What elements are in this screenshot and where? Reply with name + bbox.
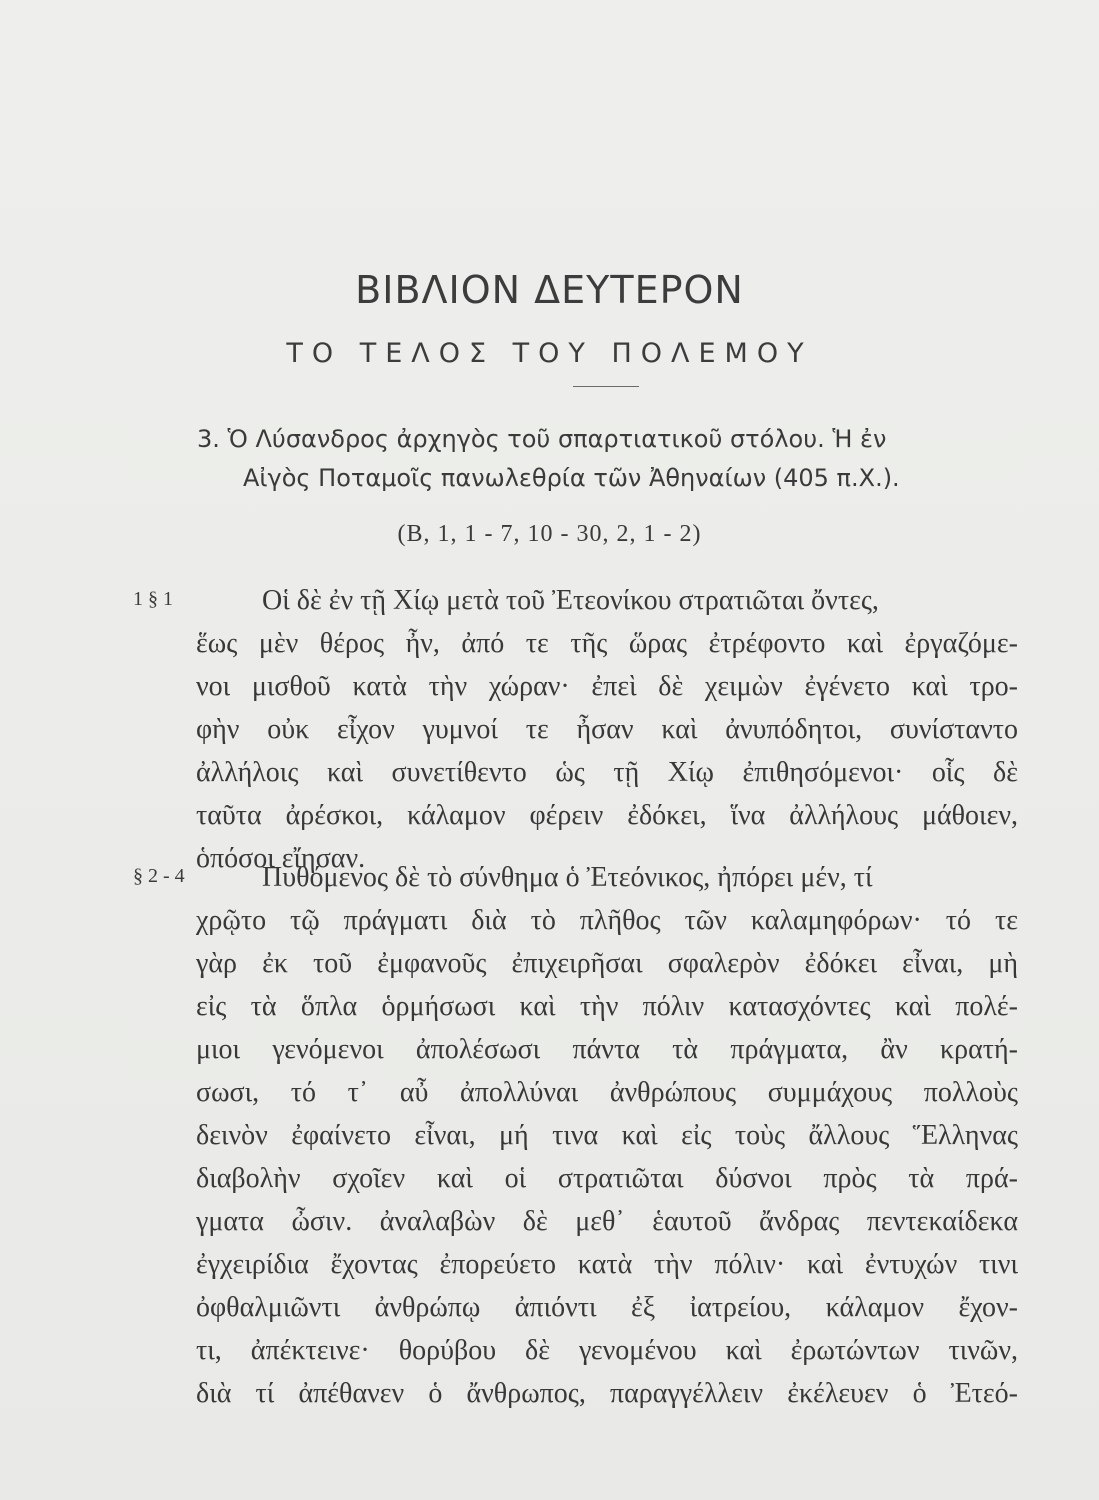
chapter-heading-line-2: Αἰγὸς Ποταμοῖς πανωλεθρία τῶν Ἀθηναίων (405 π.Χ.). (243, 464, 900, 492)
text-line: Οἱ δὲ ἐν τῇ Χίῳ μετὰ τοῦ Ἐτεονίκου στρατιῶται ὄντες, (262, 585, 879, 616)
text-line: φὴν οὐκ εἶχον γυμνοί τε ἦσαν καὶ ἀνυπόδητοι, συνίσταντο (196, 714, 1018, 745)
chapter-heading-line-1: 3. Ὁ Λύσανδρος ἀρχηγὸς τοῦ σπαρτιατικοῦ στόλου. Ἡ ἐν (197, 425, 887, 453)
text-line: σωσι, τό τ᾽ αὖ ἀπολλύναι ἀνθρώπους συμμάχους πολλοὺς (196, 1077, 1018, 1108)
title-divider (573, 386, 639, 387)
text-line: δεινὸν ἐφαίνετο εἶναι, μή τινα καὶ εἰς τοὺς ἄλλους Ἕλληνας (196, 1120, 1018, 1151)
book-subtitle: ΤΟ ΤΕΛΟΣ ΤΟΥ ΠΟΛΕΜΟΥ (286, 338, 813, 369)
text-line: χρῷτο τῷ πράγματι διὰ τὸ πλῆθος τῶν καλαμηφόρων· τό τε (196, 905, 1018, 936)
source-reference: (Β, 1, 1 - 7, 10 - 30, 2, 1 - 2) (397, 521, 702, 547)
text-line: ὁπόσοι εἴησαν. (196, 843, 366, 874)
text-line: ταῦτα ἀρέσκοι, κάλαμον φέρειν ἐδόκει, ἵνα ἀλλήλους μάθοιεν, (196, 800, 1018, 831)
text-line: ὀφθαλμιῶντι ἀνθρώπῳ ἀπιόντι ἐξ ἰατρείου, κάλαμον ἔχον- (196, 1292, 1018, 1323)
text-line: διὰ τί ἀπέθανεν ὁ ἄνθρωπος, παραγγέλλειν ἐκέλευεν ὁ Ἐτεό- (196, 1378, 1018, 1409)
text-line: νοι μισθοῦ κατὰ τὴν χώραν· ἐπεὶ δὲ χειμὼν ἐγένετο καὶ τρο- (196, 671, 1018, 702)
book-title: ΒΙΒΛΙΟΝ ΔΕΥΤΕΡΟΝ (355, 268, 744, 312)
text-line: τι, ἀπέκτεινε· θορύβου δὲ γενομένου καὶ ἐρωτώντων τινῶν, (196, 1335, 1018, 1366)
text-line: εἰς τὰ ὅπλα ὁρμήσωσι καὶ τὴν πόλιν κατασχόντες καὶ πολέ- (196, 991, 1018, 1022)
section-label: § 2 - 4 (133, 865, 185, 887)
text-line: μιοι γενόμενοι ἀπολέσωσι πάντα τὰ πράγματα, ἂν κρατή- (196, 1034, 1018, 1065)
section-label: 1 § 1 (133, 588, 173, 610)
chapter-heading (197, 420, 1027, 498)
text-line: διαβολὴν σχοῖεν καὶ οἱ στρατιῶται δύσνοι πρὸς τὰ πρά- (196, 1163, 1018, 1194)
text-line: Πυθόμενος δὲ τὸ σύνθημα ὁ Ἐτεόνικος, ἠπόρει μέν, τί (262, 862, 873, 893)
text-line: ἕως μὲν θέρος ἦν, ἀπό τε τῆς ὥρας ἐτρέφοντο καὶ ἐργαζόμε- (196, 628, 1018, 659)
text-line: γὰρ ἐκ τοῦ ἐμφανοῦς ἐπιχειρῆσαι σφαλερὸν ἐδόκει εἶναι, μὴ (196, 948, 1018, 979)
text-line: ἐγχειρίδια ἔχοντας ἐπορεύετο κατὰ τὴν πόλιν· καὶ ἐντυχών τινι (196, 1249, 1018, 1280)
text-line: ἀλλήλοις καὶ συνετίθεντο ὡς τῇ Χίῳ ἐπιθησόμενοι· οἷς δὲ (196, 757, 1018, 788)
text-line: γματα ὦσιν. ἀναλαβὼν δὲ μεθ᾽ ἑαυτοῦ ἄνδρας πεντεκαίδεκα (196, 1206, 1018, 1237)
